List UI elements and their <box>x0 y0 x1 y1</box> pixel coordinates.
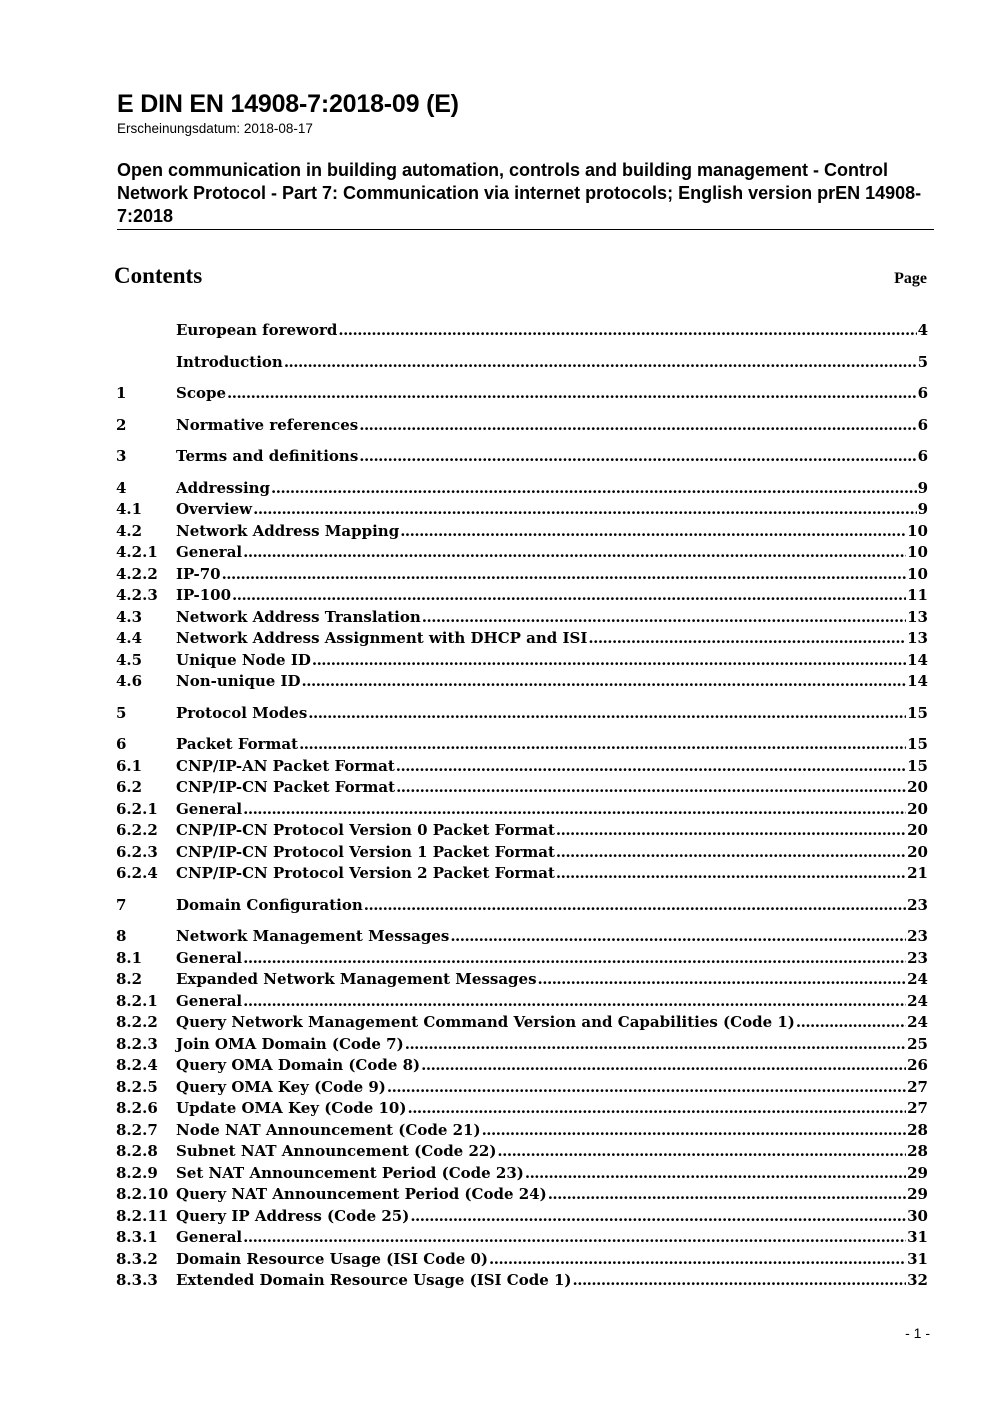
toc-entry-page: 6 <box>917 416 928 434</box>
toc-entry-page: 9 <box>917 479 928 497</box>
toc-entry[interactable] <box>116 585 928 606</box>
toc-dot-leader <box>243 991 906 1012</box>
toc-entry-title: Network Address Translation <box>176 608 421 626</box>
toc-dot-leader <box>489 1249 906 1270</box>
toc-entry-page: 20 <box>907 800 928 818</box>
toc-entry[interactable] <box>116 521 928 542</box>
toc-entry-title: Domain Configuration <box>176 896 363 914</box>
toc-entry[interactable] <box>116 1184 928 1205</box>
toc-entry-number: 4.2.3 <box>116 586 158 604</box>
toc-dot-leader <box>556 842 906 863</box>
toc-entry-number: 6.2.1 <box>116 800 158 818</box>
toc-entry[interactable] <box>116 1227 928 1248</box>
toc-entry-title: General <box>176 1228 243 1246</box>
document-id: E DIN EN 14908-7:2018-09 (E) <box>117 90 459 118</box>
toc-entry-number: 4.3 <box>116 608 143 626</box>
toc-dot-leader <box>338 320 916 341</box>
toc-entry-page: 28 <box>907 1142 928 1160</box>
toc-dot-leader <box>525 1163 906 1184</box>
toc-entry-page: 29 <box>907 1164 928 1182</box>
toc-entry-title: Scope <box>176 384 227 402</box>
toc-entry-title: Query IP Address (Code 25) <box>176 1207 410 1225</box>
toc-dot-leader <box>796 1012 906 1033</box>
toc-entry-page: 23 <box>907 949 928 967</box>
toc-entry-number: 4.6 <box>116 672 143 690</box>
toc-entry-number: 4.5 <box>116 651 143 669</box>
toc-dot-leader <box>232 585 906 606</box>
toc-entry-title: Overview <box>176 500 253 518</box>
toc-entry-title: Join OMA Domain (Code 7) <box>176 1035 404 1053</box>
toc-entry-title: Query NAT Announcement Period (Code 24) <box>176 1185 547 1203</box>
toc-entry-number: 8.2.6 <box>116 1099 158 1117</box>
toc-dot-leader <box>359 446 916 467</box>
toc-entry[interactable] <box>116 1055 928 1076</box>
toc-entry[interactable] <box>116 383 928 404</box>
toc-entry[interactable] <box>116 607 928 628</box>
toc-entry[interactable] <box>116 542 928 563</box>
toc-dot-leader <box>253 499 916 520</box>
toc-entry-number: 8.2.2 <box>116 1013 158 1031</box>
toc-entry-page: 27 <box>907 1099 928 1117</box>
toc-entry[interactable] <box>116 1077 928 1098</box>
toc-entry-title: Packet Format <box>176 735 299 753</box>
toc-entry-number: 8.3.2 <box>116 1250 158 1268</box>
toc-entry[interactable] <box>116 628 928 649</box>
toc-entry-page: 10 <box>907 565 928 583</box>
toc-entry-page: 30 <box>907 1207 928 1225</box>
toc-entry[interactable] <box>116 863 928 884</box>
toc-entry[interactable] <box>116 1270 928 1291</box>
toc-entry-title: Unique Node ID <box>176 651 311 669</box>
toc-entry-page: 32 <box>907 1271 928 1289</box>
toc-dot-leader <box>387 1077 906 1098</box>
toc-dot-leader <box>410 1206 906 1227</box>
toc-entry-title: General <box>176 992 243 1010</box>
toc-entry-number: 8.3.1 <box>116 1228 158 1246</box>
toc-entry-page: 24 <box>907 1013 928 1031</box>
toc-entry-title: Query OMA Key (Code 9) <box>176 1078 386 1096</box>
toc-entry-number: 8.2.1 <box>116 992 158 1010</box>
toc-entry[interactable] <box>116 948 928 969</box>
toc-entry-page: 11 <box>907 586 928 604</box>
toc-dot-leader <box>421 1055 906 1076</box>
toc-dot-leader <box>405 1034 906 1055</box>
toc-entry[interactable] <box>116 756 928 777</box>
toc-entry[interactable] <box>116 1012 928 1033</box>
footer-page-number: - 1 - <box>905 1325 930 1341</box>
toc-dot-leader <box>422 607 906 628</box>
toc-entry-page: 10 <box>907 543 928 561</box>
toc-entry-title: Non-unique ID <box>176 672 301 690</box>
toc-entry-title: Extended Domain Resource Usage (ISI Code 1) <box>176 1271 572 1289</box>
toc-dot-leader <box>299 734 906 755</box>
toc-entry-title: Terms and definitions <box>176 447 359 465</box>
toc-entry[interactable] <box>116 926 928 947</box>
page-column-label: Page <box>894 270 927 287</box>
toc-entry-page: 13 <box>907 608 928 626</box>
document-title: Open communication in building automation, controls and building management - Control Network Protocol - Part 7: Communication via internet protocols; English version prEN 14908-7:2018 <box>117 160 922 226</box>
toc-dot-leader <box>312 650 906 671</box>
toc-entry-page: 13 <box>907 629 928 647</box>
toc-entry-title: Protocol Modes <box>176 704 308 722</box>
toc-dot-leader <box>407 1098 906 1119</box>
toc-entry[interactable] <box>116 499 928 520</box>
toc-dot-leader <box>450 926 906 947</box>
toc-entry-number: 7 <box>116 896 127 914</box>
toc-entry[interactable] <box>116 1034 928 1055</box>
toc-entry-page: 10 <box>907 522 928 540</box>
toc-entry-number: 8 <box>116 927 127 945</box>
toc-entry[interactable] <box>116 799 928 820</box>
toc-entry-page: 28 <box>907 1121 928 1139</box>
toc-entry-title: IP-100 <box>176 586 232 604</box>
toc-entry-number: 6.2.4 <box>116 864 158 882</box>
toc-entry-page: 6 <box>917 447 928 465</box>
toc-entry-title: CNP/IP-CN Protocol Version 1 Packet Format <box>176 843 555 861</box>
toc-dot-leader <box>243 542 906 563</box>
toc-entry[interactable] <box>116 1249 928 1270</box>
toc-entry-title: CNP/IP-CN Protocol Version 2 Packet Format <box>176 864 555 882</box>
toc-entry-title: Normative references <box>176 416 359 434</box>
toc-entry-number: 3 <box>116 447 127 465</box>
title-divider <box>117 229 934 230</box>
toc-dot-leader <box>284 352 917 373</box>
toc-entry-page: 15 <box>907 735 928 753</box>
toc-entry-page: 15 <box>907 704 928 722</box>
toc-entry[interactable] <box>116 1098 928 1119</box>
toc-entry-title: General <box>176 949 243 967</box>
toc-entry[interactable] <box>116 1163 928 1184</box>
toc-entry-number: 8.2.10 <box>116 1185 169 1203</box>
toc-dot-leader <box>302 671 907 692</box>
toc-dot-leader <box>222 564 907 585</box>
toc-entry-page: 14 <box>907 672 928 690</box>
toc-dot-leader <box>359 415 916 436</box>
toc-dot-leader <box>396 756 906 777</box>
toc-dot-leader <box>243 799 906 820</box>
toc-entry-page: 25 <box>907 1035 928 1053</box>
toc-entry-title: Network Management Messages <box>176 927 450 945</box>
toc-entry-title: Set NAT Announcement Period (Code 23) <box>176 1164 524 1182</box>
toc-entry[interactable] <box>116 415 928 436</box>
toc-entry-number: 2 <box>116 416 127 434</box>
toc-dot-leader <box>271 478 917 499</box>
toc-entry-title: Update OMA Key (Code 10) <box>176 1099 407 1117</box>
toc-entry-title: European foreword <box>176 321 338 339</box>
toc-entry-title: Introduction <box>176 353 283 371</box>
toc-entry[interactable] <box>116 991 928 1012</box>
toc-entry-page: 6 <box>917 384 928 402</box>
toc-entry-page: 14 <box>907 651 928 669</box>
toc-entry-title: Domain Resource Usage (ISI Code 0) <box>176 1250 489 1268</box>
toc-entry[interactable] <box>116 895 928 916</box>
toc-entry-page: 31 <box>907 1228 928 1246</box>
toc-entry-page: 27 <box>907 1078 928 1096</box>
toc-entry[interactable] <box>116 1141 928 1162</box>
toc-entry-page: 24 <box>907 970 928 988</box>
toc-entry-title: Network Address Assignment with DHCP and ISI <box>176 629 588 647</box>
contents-heading: Contents <box>114 263 203 288</box>
toc-entry-page: 5 <box>917 353 928 371</box>
toc-entry-number: 1 <box>116 384 127 402</box>
toc-entry-page: 29 <box>907 1185 928 1203</box>
toc-entry[interactable] <box>116 320 928 341</box>
toc-dot-leader <box>364 895 906 916</box>
toc-dot-leader <box>308 703 906 724</box>
toc-entry[interactable] <box>116 777 928 798</box>
toc-entry[interactable] <box>116 352 928 373</box>
toc-entry-title: Network Address Mapping <box>176 522 400 540</box>
toc-dot-leader <box>556 820 906 841</box>
toc-entry-title: CNP/IP-CN Packet Format <box>176 778 396 796</box>
toc-entry-title: General <box>176 800 243 818</box>
toc-entry-number: 6.2 <box>116 778 143 796</box>
toc-entry[interactable] <box>116 842 928 863</box>
toc-entry-page: 20 <box>907 821 928 839</box>
toc-entry[interactable] <box>116 564 928 585</box>
toc-entry-number: 8.2.7 <box>116 1121 158 1139</box>
toc-entry-page: 20 <box>907 778 928 796</box>
toc-dot-leader <box>400 521 906 542</box>
toc-dot-leader <box>548 1184 906 1205</box>
toc-dot-leader <box>243 1227 906 1248</box>
toc-entry-number: 8.2.8 <box>116 1142 158 1160</box>
toc-entry[interactable] <box>116 650 928 671</box>
toc-entry-page: 4 <box>917 321 928 339</box>
toc-entry-number: 5 <box>116 704 127 722</box>
toc-dot-leader <box>573 1270 907 1291</box>
toc-entry-number: 4.2 <box>116 522 143 540</box>
toc-entry-number: 4.1 <box>116 500 143 518</box>
toc-entry-title: CNP/IP-CN Protocol Version 0 Packet Format <box>176 821 555 839</box>
toc-entry-number: 6.2.3 <box>116 843 158 861</box>
toc-entry-number: 8.2.9 <box>116 1164 158 1182</box>
toc-entry-page: 9 <box>917 500 928 518</box>
toc-dot-leader <box>588 628 906 649</box>
toc-entry-title: IP-70 <box>176 565 221 583</box>
toc-entry[interactable] <box>116 1120 928 1141</box>
toc-entry-title: Node NAT Announcement (Code 21) <box>176 1121 481 1139</box>
toc-entry-page: 15 <box>907 757 928 775</box>
toc-entry-number: 4.2.2 <box>116 565 158 583</box>
toc-entry-page: 23 <box>907 896 928 914</box>
toc-entry[interactable] <box>116 446 928 467</box>
toc-dot-leader <box>227 383 917 404</box>
toc-entry-title: Addressing <box>176 479 271 497</box>
toc-entry-number: 8.2.11 <box>116 1207 169 1225</box>
toc-entry-title: CNP/IP-AN Packet Format <box>176 757 395 775</box>
toc-entry[interactable] <box>116 820 928 841</box>
toc-entry-number: 6 <box>116 735 127 753</box>
toc-dot-leader <box>396 777 906 798</box>
toc-entry-number: 8.2.3 <box>116 1035 158 1053</box>
toc-entry-number: 4 <box>116 479 127 497</box>
toc-entry-title: Query Network Management Command Version and Capabilities (Code 1) <box>176 1013 795 1031</box>
toc-entry-number: 6.1 <box>116 757 143 775</box>
toc-entry-title: General <box>176 543 243 561</box>
toc-entry-number: 4.2.1 <box>116 543 158 561</box>
toc-entry-page: 31 <box>907 1250 928 1268</box>
toc-entry-number: 8.3.3 <box>116 1271 158 1289</box>
toc-dot-leader <box>538 969 907 990</box>
toc-entry-number: 6.2.2 <box>116 821 158 839</box>
toc-entry-number: 8.2.4 <box>116 1056 158 1074</box>
toc-entry[interactable] <box>116 703 928 724</box>
toc-dot-leader <box>482 1120 907 1141</box>
toc-entry-number: 8.2.5 <box>116 1078 158 1096</box>
toc-entry-number: 8.1 <box>116 949 143 967</box>
toc-entry-number: 4.4 <box>116 629 143 647</box>
toc-entry-page: 24 <box>907 992 928 1010</box>
toc-dot-leader <box>556 863 906 884</box>
toc-dot-leader <box>497 1141 906 1162</box>
toc-entry[interactable] <box>116 1206 928 1227</box>
toc-entry[interactable] <box>116 969 928 990</box>
toc-entry-title: Query OMA Domain (Code 8) <box>176 1056 421 1074</box>
toc-entry-page: 26 <box>907 1056 928 1074</box>
toc-dot-leader <box>243 948 906 969</box>
toc-entry-number: 8.2 <box>116 970 143 988</box>
toc-entry[interactable] <box>116 734 928 755</box>
issue-date: Erscheinungsdatum: 2018-08-17 <box>117 121 313 136</box>
toc-entry-page: 21 <box>907 864 928 882</box>
toc-entry-title: Subnet NAT Announcement (Code 22) <box>176 1142 497 1160</box>
toc-entry-page: 23 <box>907 927 928 945</box>
toc-entry-title: Expanded Network Management Messages <box>176 970 537 988</box>
toc-entry-page: 20 <box>907 843 928 861</box>
toc-entry[interactable] <box>116 671 928 692</box>
toc-entry[interactable] <box>116 478 928 499</box>
